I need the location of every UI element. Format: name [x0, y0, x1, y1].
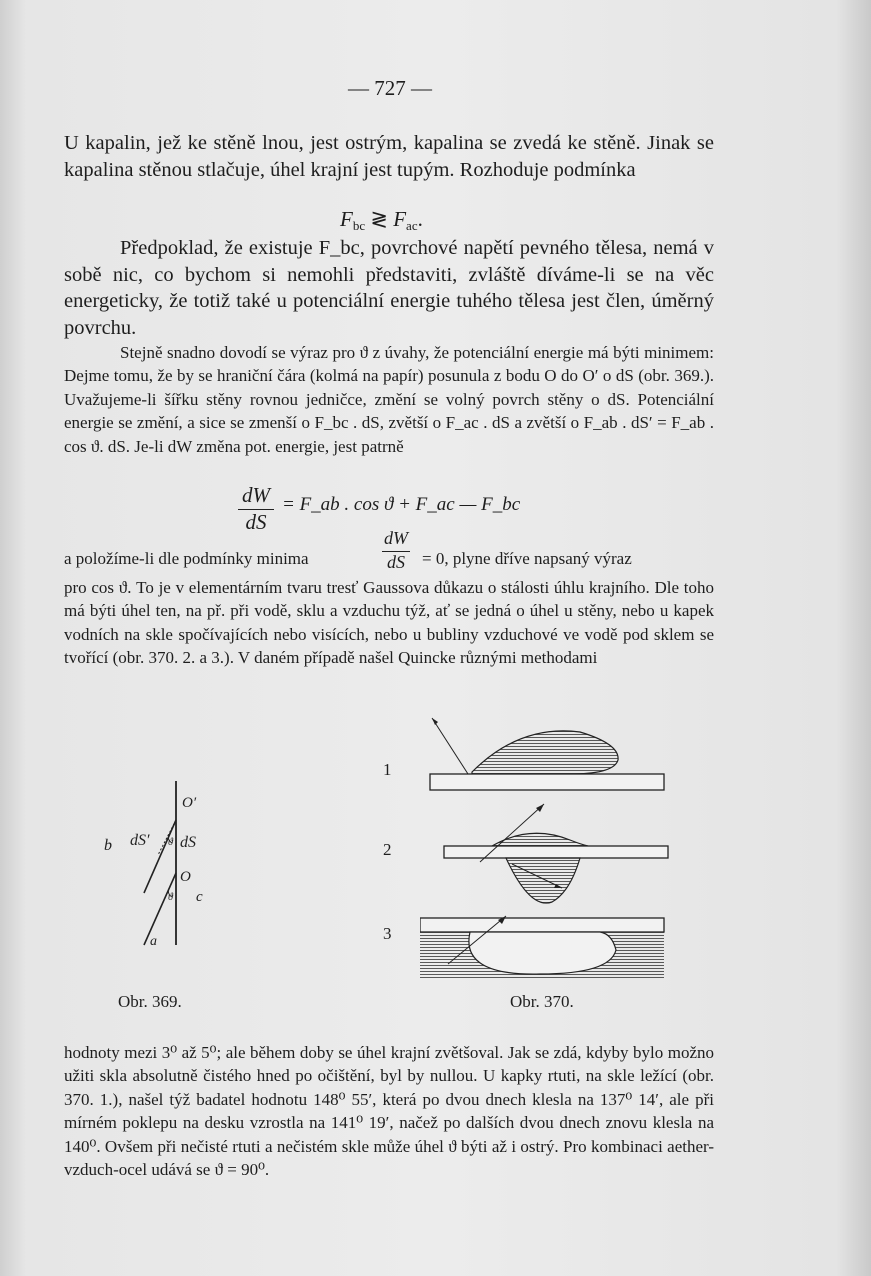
page-number: — 727 — [348, 76, 432, 100]
figure-370-label-1: 1 [383, 760, 392, 779]
eq1-numerator: dW [242, 483, 270, 507]
label-O: O [180, 869, 191, 885]
condition-formula: $F_{bc}$ ≷ $F_{ac}$. [340, 207, 423, 233]
eq2-denominator: dS [387, 552, 405, 572]
label-O-prime: O′ [182, 795, 197, 811]
figure-370-caption: Obr. 370. [510, 992, 574, 1011]
water-drop-upper [492, 833, 588, 846]
figure-370 [420, 712, 680, 982]
paragraph-1: U kapalin, jež ke stěně lnou, jest ostrým, kapalina se zvedá ke stěně. Jinak se kapalina stěnou stlačuje, úhel krajní jest tupým. Rozhoduje podmínka [64, 132, 714, 181]
eq2-suffix: = 0, plyne dříve napsaný výraz [422, 549, 632, 568]
label-a: a [150, 934, 157, 949]
figure-369 [100, 775, 240, 955]
eq2-prefix: a položíme-li dle podmínky minima [64, 549, 309, 568]
projection-line [158, 820, 176, 855]
eq2-numerator: dW [384, 528, 408, 548]
paragraph-5: hodnoty mezi 3⁰ až 5⁰; ale během doby se úhel krajní zvětšoval. Jak se zdá, kdyby bylo možno užiti skla absolutně čistého hned po očištění, byl by nullou. U kapky rtuti, na skle ležící (obr. 370. 1.), našel týž badatel hodnotu 148⁰ 55′, která po dvou dnech klesla na 137⁰ 14′, ale při mírném poklepu na desku vzrostla na 141⁰ 19′, načež po dalších dvou dnech znovu klesla na 140⁰. Ovšem při nečisté rtuti a nečistém skle může úhel ϑ býti až i ostrý. Pro kombinaci aether-vzduch-ocel udává se ϑ = 90⁰. [64, 1043, 714, 1180]
eq1-rhs: = F_ab . cos ϑ + F_ac — F_bc [282, 494, 521, 515]
eq1-denominator: dS [245, 510, 267, 534]
paragraph-3: Stejně snadno dovodí se výraz pro ϑ z úvahy, že potenciální energie má býti minimem: Dejme tomu, že by se hraniční čára (kolmá na papír) posunula z bodu O do O′ o dS (obr. 369.). Uvažujeme-li šířku stěny rovnou jedničce, změní se volný povrch stěny o dS. Potenciální energie se změní, a sice se zmenší o F_bc . dS, zvětší o F_ac . dS a zvětší o F_ab . dS′ = F_ab . cos ϑ. dS. Je-li dW změna pot. energie, jest patrně [64, 343, 714, 456]
water-drop-hanging [506, 858, 580, 903]
figure-370-label-2: 2 [383, 840, 392, 859]
arrow-1 [432, 718, 438, 725]
glass-plate-1 [430, 774, 664, 790]
air-bubble [469, 932, 616, 974]
paragraph-4: pro cos ϑ. To je v elementárním tvaru tresť Gaussova důkazu o stálosti úhlu krajního. Dle toho má býti úhel ten, na př. při vodě, sklu a vzduchu týž, ať se jedná o úhel u stěny, nebo u kapek vodních na skle spočívajících nebo visících, nebo u bubliny vzduchové ve vodě pod sklem se tvořící (obr. 370. 2. a 3.). V daném případě našel Quincke různými methodami [64, 578, 714, 668]
theta-label-upper: ϑ [168, 837, 173, 848]
tangent-1 [432, 718, 468, 774]
label-b: b [104, 837, 112, 854]
theta-label-lower: ϑ [168, 892, 173, 903]
figure-369-caption: Obr. 369. [118, 992, 182, 1011]
glass-plate-2 [444, 846, 668, 858]
label-dS-prime: dS′ [130, 832, 150, 849]
glass-plate-3 [420, 918, 664, 932]
label-c: c [196, 889, 203, 905]
figure-370-label-3: 3 [383, 924, 392, 943]
paragraph-2: Předpoklad, že existuje F_bc, povrchové napětí pevného tělesa, nemá v sobě nic, co bychom si nemohli představiti, zvláště díváme-li se na věc energeticky, že totiž také u potenciální energie tuhého tělesa jest člen, úměrný povrchu. [64, 237, 714, 339]
mercury-drop [472, 731, 618, 774]
label-dS: dS [180, 834, 196, 851]
